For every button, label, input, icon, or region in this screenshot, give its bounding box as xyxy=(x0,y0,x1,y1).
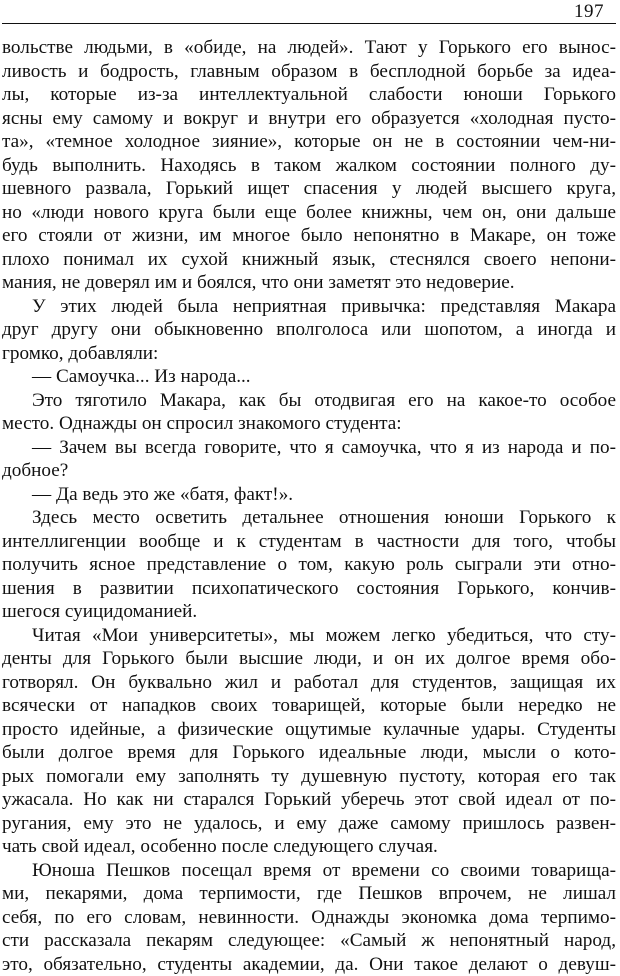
text-line: чать свой идеал, особенно после следующего случая. xyxy=(2,835,616,859)
text-line: это, обязательно, студенты академии, да. Они такое делают о девуш- xyxy=(2,953,616,976)
text-line: будь выполнить. Находясь в таком жалком состоянии полного ду- xyxy=(2,154,616,178)
text-line: Юноша Пешков посещал время от времени со своими товарища- xyxy=(2,859,616,883)
text-line: были долгое время для Горького идеальные люди, мысли о кото- xyxy=(2,741,616,765)
page-number: 197 xyxy=(574,2,604,22)
text-line: шевного развала, Горький ищет спасения у людей высшего круга, xyxy=(2,177,616,201)
text-line: но «люди нового круга были еще более книжны, чем он, они дальше xyxy=(2,201,616,225)
text-line: Это тяготило Макара, как бы отодвигая его на какое-то особое xyxy=(2,389,616,413)
text-line: — Самоучка... Из народа... xyxy=(2,365,616,389)
text-line: ужасала. Но как ни старался Горький уберечь этот свой идеал от по- xyxy=(2,788,616,812)
text-line: шегося суицидоманией. xyxy=(2,600,616,624)
text-line: Читая «Мои университеты», мы можем легко убедиться, что сту- xyxy=(2,624,616,648)
text-body xyxy=(2,36,616,976)
text-line: готворял. Он буквально жил и работал для студентов, защищая их xyxy=(2,671,616,695)
text-line: просто идейные, а физические ощутимые кулачные удары. Студенты xyxy=(2,718,616,742)
text-line: место. Однажды он спросил знакомого студента: xyxy=(2,412,616,436)
text-line: всячески от нападков своих товарищей, которые были нередко не xyxy=(2,694,616,718)
text-line: друг другу они обыкновенно вполголоса или шопотом, а иногда и xyxy=(2,318,616,342)
text-line: громко, добавляли: xyxy=(2,342,616,366)
text-line: ясны ему самому и вокруг и внутри его образуется «холодная пусто- xyxy=(2,107,616,131)
text-line: интеллигенции вообще и к студентам в частности для того, чтобы xyxy=(2,530,616,554)
text-line: мания, не доверял им и боялся, что они заметят это недоверие. xyxy=(2,271,616,295)
text-line: — Зачем вы всегда говорите, что я самоучка, что я из народа и по- xyxy=(2,436,616,460)
text-line: ливость и бодрость, главным образом в бесплодной борьбе за идеа- xyxy=(2,60,616,84)
text-line: сти рассказала пекарям следующее: «Самый ж непонятный народ, xyxy=(2,929,616,953)
text-line: добное? xyxy=(2,459,616,483)
text-line: себя, по его словам, невинности. Однажды экономка дома терпимо- xyxy=(2,906,616,930)
text-line: рых помогали ему заполнять ту душевную пустоту, которая его так xyxy=(2,765,616,789)
page-header xyxy=(0,0,620,24)
text-line: — Да ведь это же «батя, факт!». xyxy=(2,483,616,507)
text-line: та», «темное холодное зияние», которые он не в состоянии чем-ни- xyxy=(2,130,616,154)
header-rule xyxy=(2,23,616,24)
text-line: Здесь место осветить детальнее отношения юноши Горького к xyxy=(2,506,616,530)
text-line: получить ясное представление о том, какую роль сыграли эти отно- xyxy=(2,553,616,577)
text-line: плохо понимал их сухой книжный язык, стеснялся своего непони- xyxy=(2,248,616,272)
text-line: денты для Горького были высшие люди, и он их долгое время обо- xyxy=(2,647,616,671)
text-line: шения в развитии психопатического состояния Горького, кончив- xyxy=(2,577,616,601)
text-line: У этих людей была неприятная привычка: представляя Макара xyxy=(2,295,616,319)
text-line: лы, которые из-за интеллектуальной слабости юноши Горького xyxy=(2,83,616,107)
text-line: ми, пекарями, дома терпимости, где Пешков впрочем, не лишал xyxy=(2,882,616,906)
text-line: его стояли от жизни, им многое было непонятно в Макаре, он тоже xyxy=(2,224,616,248)
text-line: ругания, ему это не удалось, и ему даже самому пришлось развен- xyxy=(2,812,616,836)
text-line: вольстве людьми, в «обиде, на людей». Тают у Горького его вынос- xyxy=(2,36,616,60)
